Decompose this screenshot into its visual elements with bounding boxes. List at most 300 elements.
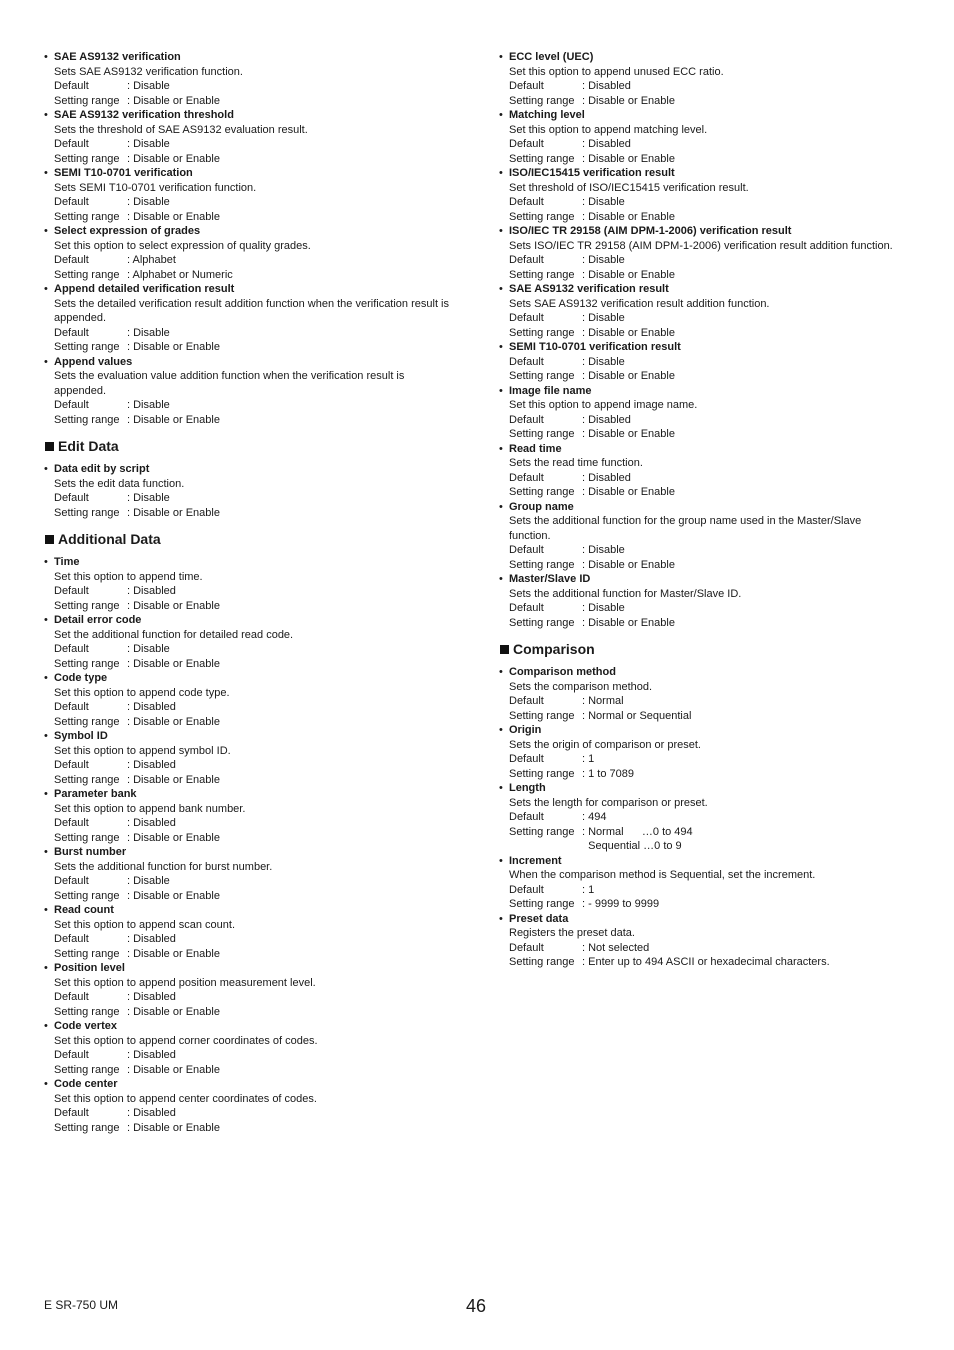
setting-entry-sae-as9132-verification-threshold [44, 108, 464, 166]
setting-range-row [54, 599, 464, 614]
setting-title: • Select expression of grades [54, 225, 201, 237]
default-row [509, 311, 929, 326]
default-value: : Disabled [582, 413, 631, 426]
setting-range-value: : Disable or Enable [127, 210, 220, 223]
setting-range-label: Setting range [54, 715, 120, 728]
setting-entry-code-center [44, 1077, 464, 1135]
setting-range-value-extra: Sequential …0 to 9 [582, 840, 682, 852]
setting-title: • Burst number [54, 846, 127, 858]
setting-range-row [54, 152, 464, 167]
setting-range-value: : Disable or Enable [582, 486, 675, 498]
setting-entry-semi-t10-0701-verification-result [499, 340, 929, 384]
setting-entry-image-file-name [499, 384, 929, 442]
setting-range-label: Setting range [509, 326, 575, 339]
setting-range-label: Setting range [509, 268, 575, 281]
default-label: Default [509, 753, 544, 765]
setting-range-label: Setting range [509, 370, 575, 382]
setting-description: Sets ISO/IEC TR 29158 (AIM DPM-1-2006) verification result addition function. [509, 239, 893, 252]
setting-entry-append-values [44, 355, 464, 428]
setting-entry-iso-iec15415-verification-result [499, 166, 929, 224]
setting-title: • Increment [509, 854, 562, 867]
setting-range-value: : Disable or Enable [582, 428, 675, 440]
default-value: : Disable [127, 399, 170, 411]
setting-range-value: : Disable or Enable [127, 657, 220, 670]
default-value: : Disabled [127, 1107, 176, 1119]
setting-range-row [509, 94, 929, 109]
setting-range-value: : Alphabet or Numeric [127, 268, 233, 281]
setting-entry-length [499, 781, 929, 854]
setting-range-row [509, 825, 929, 840]
default-value: : Disable [582, 254, 625, 266]
default-row [509, 810, 929, 825]
setting-entry-code-type [44, 671, 464, 729]
setting-range-label: Setting range [509, 767, 575, 780]
default-label: Default [54, 326, 89, 339]
default-label: Default [54, 991, 89, 1003]
setting-range-label: Setting range [509, 709, 575, 722]
setting-range-label: Setting range [54, 210, 120, 223]
section-heading-comparison [499, 640, 929, 658]
section-heading-edit-data [44, 437, 464, 455]
setting-entry-parameter-bank [44, 787, 464, 845]
setting-description: Sets the detailed verification result addition function when the verification result is [54, 297, 449, 310]
setting-entry-time [44, 555, 464, 613]
setting-title: • Append values [54, 355, 133, 368]
setting-entry-burst-number [44, 845, 464, 903]
section-heading-additional-data [44, 530, 464, 548]
default-label: Default [509, 312, 544, 324]
setting-range-label: Setting range [54, 1005, 120, 1018]
setting-description: function. [509, 529, 551, 542]
default-value: : Disable [127, 643, 170, 655]
setting-range-value: : Enter up to 494 ASCII or hexadecimal characters. [582, 956, 830, 968]
setting-range-row [54, 506, 464, 521]
setting-description: Set this option to append code type. [54, 686, 230, 699]
default-value: : Alphabet [127, 254, 176, 266]
default-row [54, 816, 464, 831]
setting-range-row [54, 1063, 464, 1078]
setting-range-label: Setting range [509, 428, 575, 440]
default-label: Default [54, 399, 89, 411]
setting-entry-read-count [44, 903, 464, 961]
setting-range-value: : Disable or Enable [127, 94, 220, 107]
setting-range-label: Setting range [54, 599, 120, 612]
setting-entry-master-slave-id [499, 572, 929, 630]
setting-range-label: Setting range [54, 268, 120, 281]
setting-range-row [509, 268, 929, 283]
setting-description: Registers the preset data. [509, 927, 635, 939]
default-value: : Disable [582, 312, 625, 324]
default-value: : Disable [582, 196, 625, 208]
setting-entry-ecc-level-uec [499, 50, 929, 108]
default-value: : Disable [127, 80, 170, 92]
setting-range-value: : Normal …0 to 494 [582, 825, 693, 838]
setting-range-value: : Disable or Enable [127, 152, 220, 165]
setting-entry-preset-data [499, 912, 929, 970]
setting-range-row [509, 326, 929, 341]
setting-description: Set the additional function for detailed read code. [54, 628, 294, 641]
setting-range-row [509, 955, 929, 970]
default-value: : Disabled [127, 1049, 176, 1061]
setting-range-value: : Disable or Enable [127, 599, 220, 612]
setting-range-label: Setting range [509, 898, 575, 910]
setting-range-row [509, 210, 929, 225]
left-column [44, 50, 464, 1135]
default-row [54, 584, 464, 599]
default-row [509, 883, 929, 898]
setting-title: • Detail error code [54, 614, 142, 626]
setting-description: Set this option to append bank number. [54, 802, 246, 815]
setting-range-row [509, 152, 929, 167]
default-row [509, 253, 929, 268]
setting-range-value: : Disable or Enable [582, 558, 675, 571]
default-row [54, 491, 464, 506]
setting-range-value: : Disable or Enable [127, 947, 220, 960]
setting-description: appended. [54, 312, 106, 324]
default-label: Default [54, 759, 89, 771]
setting-description: appended. [54, 384, 106, 397]
setting-range-value: : Disable or Enable [127, 341, 220, 353]
setting-range-label: Setting range [54, 947, 120, 960]
setting-entry-group-name [499, 500, 929, 573]
default-row [54, 700, 464, 715]
setting-title: • Group name [509, 500, 574, 513]
setting-description: Set this option to select expression of quality grades. [54, 239, 311, 252]
setting-entry-sae-as9132-verification-result [499, 282, 929, 340]
default-label: Default [509, 695, 544, 707]
setting-title: • SAE AS9132 verification [54, 51, 181, 63]
default-value: : Disable [582, 602, 625, 614]
default-value: : Normal [582, 695, 624, 707]
setting-description: Sets the read time function. [509, 457, 643, 469]
setting-description: Sets the additional function for Master/Slave ID. [509, 587, 742, 600]
setting-description: Sets the origin of comparison or preset. [509, 738, 701, 751]
default-row [509, 137, 929, 152]
setting-range-label: Setting range [54, 152, 120, 165]
setting-range-value: : 1 to 7089 [582, 767, 634, 780]
setting-range-value: : Disable or Enable [127, 715, 220, 728]
setting-range-label: Setting range [509, 210, 575, 223]
default-label: Default [54, 1049, 89, 1061]
setting-range-row [509, 369, 929, 384]
setting-title: • Parameter bank [54, 788, 137, 800]
setting-title: • ISO/IEC TR 29158 (AIM DPM-1-2006) verification result [509, 225, 792, 237]
default-label: Default [509, 471, 544, 484]
setting-range-row [54, 340, 464, 355]
setting-title: • SEMI T10-0701 verification result [509, 341, 681, 353]
default-label: Default [509, 544, 544, 556]
setting-range-value: : Disable or Enable [127, 889, 220, 902]
setting-entry-append-detailed-verification-result [44, 282, 464, 355]
default-label: Default [509, 602, 544, 614]
setting-range-row [509, 709, 929, 724]
default-label: Default [54, 875, 89, 887]
default-row [54, 1048, 464, 1063]
default-label: Default [54, 643, 89, 655]
setting-title: • Symbol ID [54, 730, 108, 742]
setting-title: • Matching level [509, 109, 585, 121]
setting-title: • Comparison method [509, 666, 616, 678]
section-title: Edit Data [58, 438, 119, 454]
setting-range-row [54, 268, 464, 283]
setting-range-row [54, 1121, 464, 1136]
setting-range-label: Setting range [54, 341, 120, 353]
setting-range-row [509, 767, 929, 782]
setting-range-value: : Normal or Sequential [582, 709, 692, 722]
default-value: : Disable [127, 875, 170, 887]
setting-description: Set this option to append position measurement level. [54, 976, 316, 989]
setting-range-label: Setting range [54, 773, 120, 786]
default-value: : Disable [582, 355, 625, 368]
setting-description: Sets the comparison method. [509, 680, 653, 693]
setting-range-row [54, 657, 464, 672]
setting-range-label: Setting range [509, 616, 575, 629]
default-label: Default [509, 138, 544, 150]
default-row [509, 941, 929, 956]
default-label: Default [54, 254, 89, 266]
setting-range-label: Setting range [54, 889, 120, 902]
setting-range-value: : Disable or Enable [582, 152, 675, 165]
setting-entry-read-time [499, 442, 929, 500]
setting-entry-increment [499, 854, 929, 912]
setting-range-row [54, 889, 464, 904]
setting-title: • Position level [54, 962, 125, 974]
setting-title: • Length [509, 782, 546, 794]
default-label: Default [54, 585, 89, 597]
setting-entry-select-expression-of-grades [44, 224, 464, 282]
default-label: Default [509, 254, 544, 266]
setting-description: Set this option to append center coordinates of codes. [54, 1092, 317, 1105]
setting-title: • Time [54, 556, 80, 568]
default-row [54, 195, 464, 210]
setting-range-value: : Disable or Enable [127, 1005, 220, 1018]
setting-entry-origin [499, 723, 929, 781]
setting-entry-sae-as9132-verification [44, 50, 464, 108]
setting-range-label: Setting range [54, 413, 120, 426]
setting-range-value: : Disable or Enable [127, 413, 220, 426]
default-label: Default [509, 883, 544, 896]
default-value: : Not selected [582, 941, 650, 954]
default-row [509, 543, 929, 558]
setting-range-row [54, 831, 464, 846]
setting-title: • Master/Slave ID [509, 573, 591, 585]
setting-range-row [509, 616, 929, 631]
default-row [54, 79, 464, 94]
default-value: : Disabled [127, 701, 176, 713]
setting-title: • Preset data [509, 912, 569, 925]
setting-description: Sets SEMI T10-0701 verification function. [54, 181, 257, 194]
default-value: : Disabled [127, 991, 176, 1003]
setting-entry-data-edit-by-script [44, 462, 464, 520]
setting-description: Sets the threshold of SAE AS9132 evaluation result. [54, 123, 308, 136]
setting-title: • Code vertex [54, 1020, 117, 1032]
setting-range-value: : Disable or Enable [127, 1121, 220, 1134]
setting-range-row [54, 1005, 464, 1020]
setting-description: Set this option to append scan count. [54, 918, 236, 931]
setting-range-row [54, 715, 464, 730]
setting-description: Set this option to append image name. [509, 399, 698, 411]
default-value: : 1 [582, 753, 595, 765]
setting-title: • Data edit by script [54, 463, 150, 475]
setting-range-value: : Disable or Enable [127, 773, 220, 786]
setting-title: • Image file name [509, 384, 592, 397]
setting-range-label: Setting range [54, 506, 120, 519]
setting-range-value: : Disable or Enable [127, 831, 220, 844]
default-row [509, 471, 929, 486]
default-label: Default [509, 413, 544, 426]
default-row [54, 326, 464, 341]
setting-description: Set this option to append matching level. [509, 123, 708, 136]
setting-description: Sets the additional function for burst number. [54, 860, 273, 873]
default-row [509, 694, 929, 709]
default-row [54, 758, 464, 773]
setting-range-label: Setting range [54, 831, 120, 844]
setting-range-row [54, 413, 464, 428]
section-square-icon [45, 442, 54, 451]
default-value: : Disable [582, 544, 625, 556]
setting-range-row [54, 210, 464, 225]
setting-title: • Read time [509, 442, 562, 455]
setting-title: • Code type [54, 672, 108, 684]
document-id: E SR-750 UM [44, 1298, 119, 1312]
setting-range-row-extra [509, 839, 929, 854]
setting-description: Set this option to append time. [54, 570, 203, 583]
setting-range-label: Setting range [54, 1063, 120, 1076]
setting-range-label: Setting range [509, 825, 575, 838]
default-value: : Disable [127, 138, 170, 150]
setting-range-row [509, 485, 929, 500]
default-row [54, 932, 464, 947]
default-label: Default [509, 941, 544, 954]
default-label: Default [54, 701, 89, 713]
default-row [509, 195, 929, 210]
setting-range-value: : Disable or Enable [127, 506, 220, 519]
setting-entry-comparison-method [499, 665, 929, 723]
setting-description: Sets the evaluation value addition function when the verification result is [54, 370, 405, 382]
setting-range-label: Setting range [509, 558, 575, 571]
setting-range-row [509, 427, 929, 442]
setting-range-value: : Disable or Enable [582, 210, 675, 223]
setting-title: • ECC level (UEC) [509, 51, 594, 63]
default-label: Default [509, 80, 544, 92]
setting-range-label: Setting range [509, 486, 575, 498]
setting-description: Set this option to append corner coordinates of codes. [54, 1034, 318, 1047]
default-label: Default [54, 492, 89, 504]
setting-range-label: Setting range [54, 657, 120, 670]
setting-description: Sets SAE AS9132 verification result addition function. [509, 297, 770, 310]
default-row [54, 874, 464, 889]
setting-range-value: : - 9999 to 9999 [582, 898, 660, 910]
setting-title: • Append detailed verification result [54, 283, 235, 295]
default-value: : Disable [127, 492, 170, 504]
default-value: : Disabled [582, 138, 631, 150]
default-value: : Disabled [127, 585, 176, 597]
setting-range-value: : Disable or Enable [127, 1063, 220, 1076]
default-label: Default [509, 355, 544, 368]
setting-range-row [54, 773, 464, 788]
setting-range-row [509, 897, 929, 912]
setting-range-value: : Disable or Enable [582, 268, 675, 281]
default-row [54, 137, 464, 152]
default-value: : 1 [582, 883, 595, 896]
setting-range-value: : Disable or Enable [582, 326, 675, 339]
setting-range-label: Setting range [509, 152, 575, 165]
default-label: Default [509, 811, 544, 823]
setting-description: Sets the edit data function. [54, 477, 185, 490]
default-value: : Disabled [582, 471, 631, 484]
default-value: : 494 [582, 811, 607, 823]
setting-description: Set this option to append unused ECC ratio. [509, 65, 724, 78]
setting-range-row [54, 947, 464, 962]
setting-title: • Code center [54, 1078, 118, 1090]
default-label: Default [54, 933, 89, 945]
default-row [509, 752, 929, 767]
section-square-icon [45, 535, 54, 544]
setting-entry-code-vertex [44, 1019, 464, 1077]
default-value: : Disabled [127, 933, 176, 945]
setting-title: • SAE AS9132 verification result [509, 283, 669, 295]
setting-title: • SAE AS9132 verification threshold [54, 109, 234, 121]
default-row [54, 1106, 464, 1121]
setting-description: Set this option to append symbol ID. [54, 744, 231, 757]
default-row [509, 79, 929, 94]
setting-description: Sets the additional function for the group name used in the Master/Slave [509, 515, 862, 527]
setting-entry-symbol-id [44, 729, 464, 787]
default-value: : Disable [127, 196, 170, 208]
default-value: : Disabled [127, 817, 176, 829]
default-value: : Disabled [127, 759, 176, 771]
setting-range-label: Setting range [509, 956, 575, 968]
setting-title: • Read count [54, 904, 114, 916]
default-label: Default [54, 80, 89, 92]
setting-title: • SEMI T10-0701 verification [54, 167, 193, 179]
setting-range-value: : Disable or Enable [582, 370, 675, 382]
right-column [499, 50, 929, 970]
setting-description: When the comparison method is Sequential, set the increment. [509, 869, 816, 881]
page-number: 46 [466, 1296, 487, 1316]
default-row [54, 642, 464, 657]
default-label: Default [509, 196, 544, 208]
default-label: Default [54, 817, 89, 829]
setting-range-row [54, 94, 464, 109]
setting-title: • ISO/IEC15415 verification result [509, 167, 675, 179]
setting-range-label: Setting range [54, 1121, 120, 1134]
setting-entry-position-level [44, 961, 464, 1019]
default-row [54, 253, 464, 268]
setting-range-row [509, 558, 929, 573]
setting-description: Set threshold of ISO/IEC15415 verification result. [509, 181, 749, 194]
section-square-icon [500, 645, 509, 654]
default-label: Default [54, 196, 89, 208]
default-row [509, 413, 929, 428]
setting-range-label: Setting range [54, 94, 120, 107]
setting-range-spacer [509, 839, 582, 854]
setting-title: • Origin [509, 724, 542, 736]
default-label: Default [54, 1107, 89, 1119]
default-value: : Disabled [582, 80, 631, 92]
default-label: Default [54, 138, 89, 150]
setting-range-value: : Disable or Enable [582, 616, 675, 629]
default-row [509, 601, 929, 616]
setting-description: Sets the length for comparison or preset. [509, 796, 708, 809]
setting-range-value: : Disable or Enable [582, 94, 675, 107]
default-row [54, 990, 464, 1005]
setting-entry-iso-iec-tr-29158-aim-dpm-1-2006-verification-result [499, 224, 929, 282]
default-value: : Disable [127, 326, 170, 339]
setting-entry-matching-level [499, 108, 929, 166]
setting-range-label: Setting range [509, 94, 575, 107]
setting-entry-detail-error-code [44, 613, 464, 671]
